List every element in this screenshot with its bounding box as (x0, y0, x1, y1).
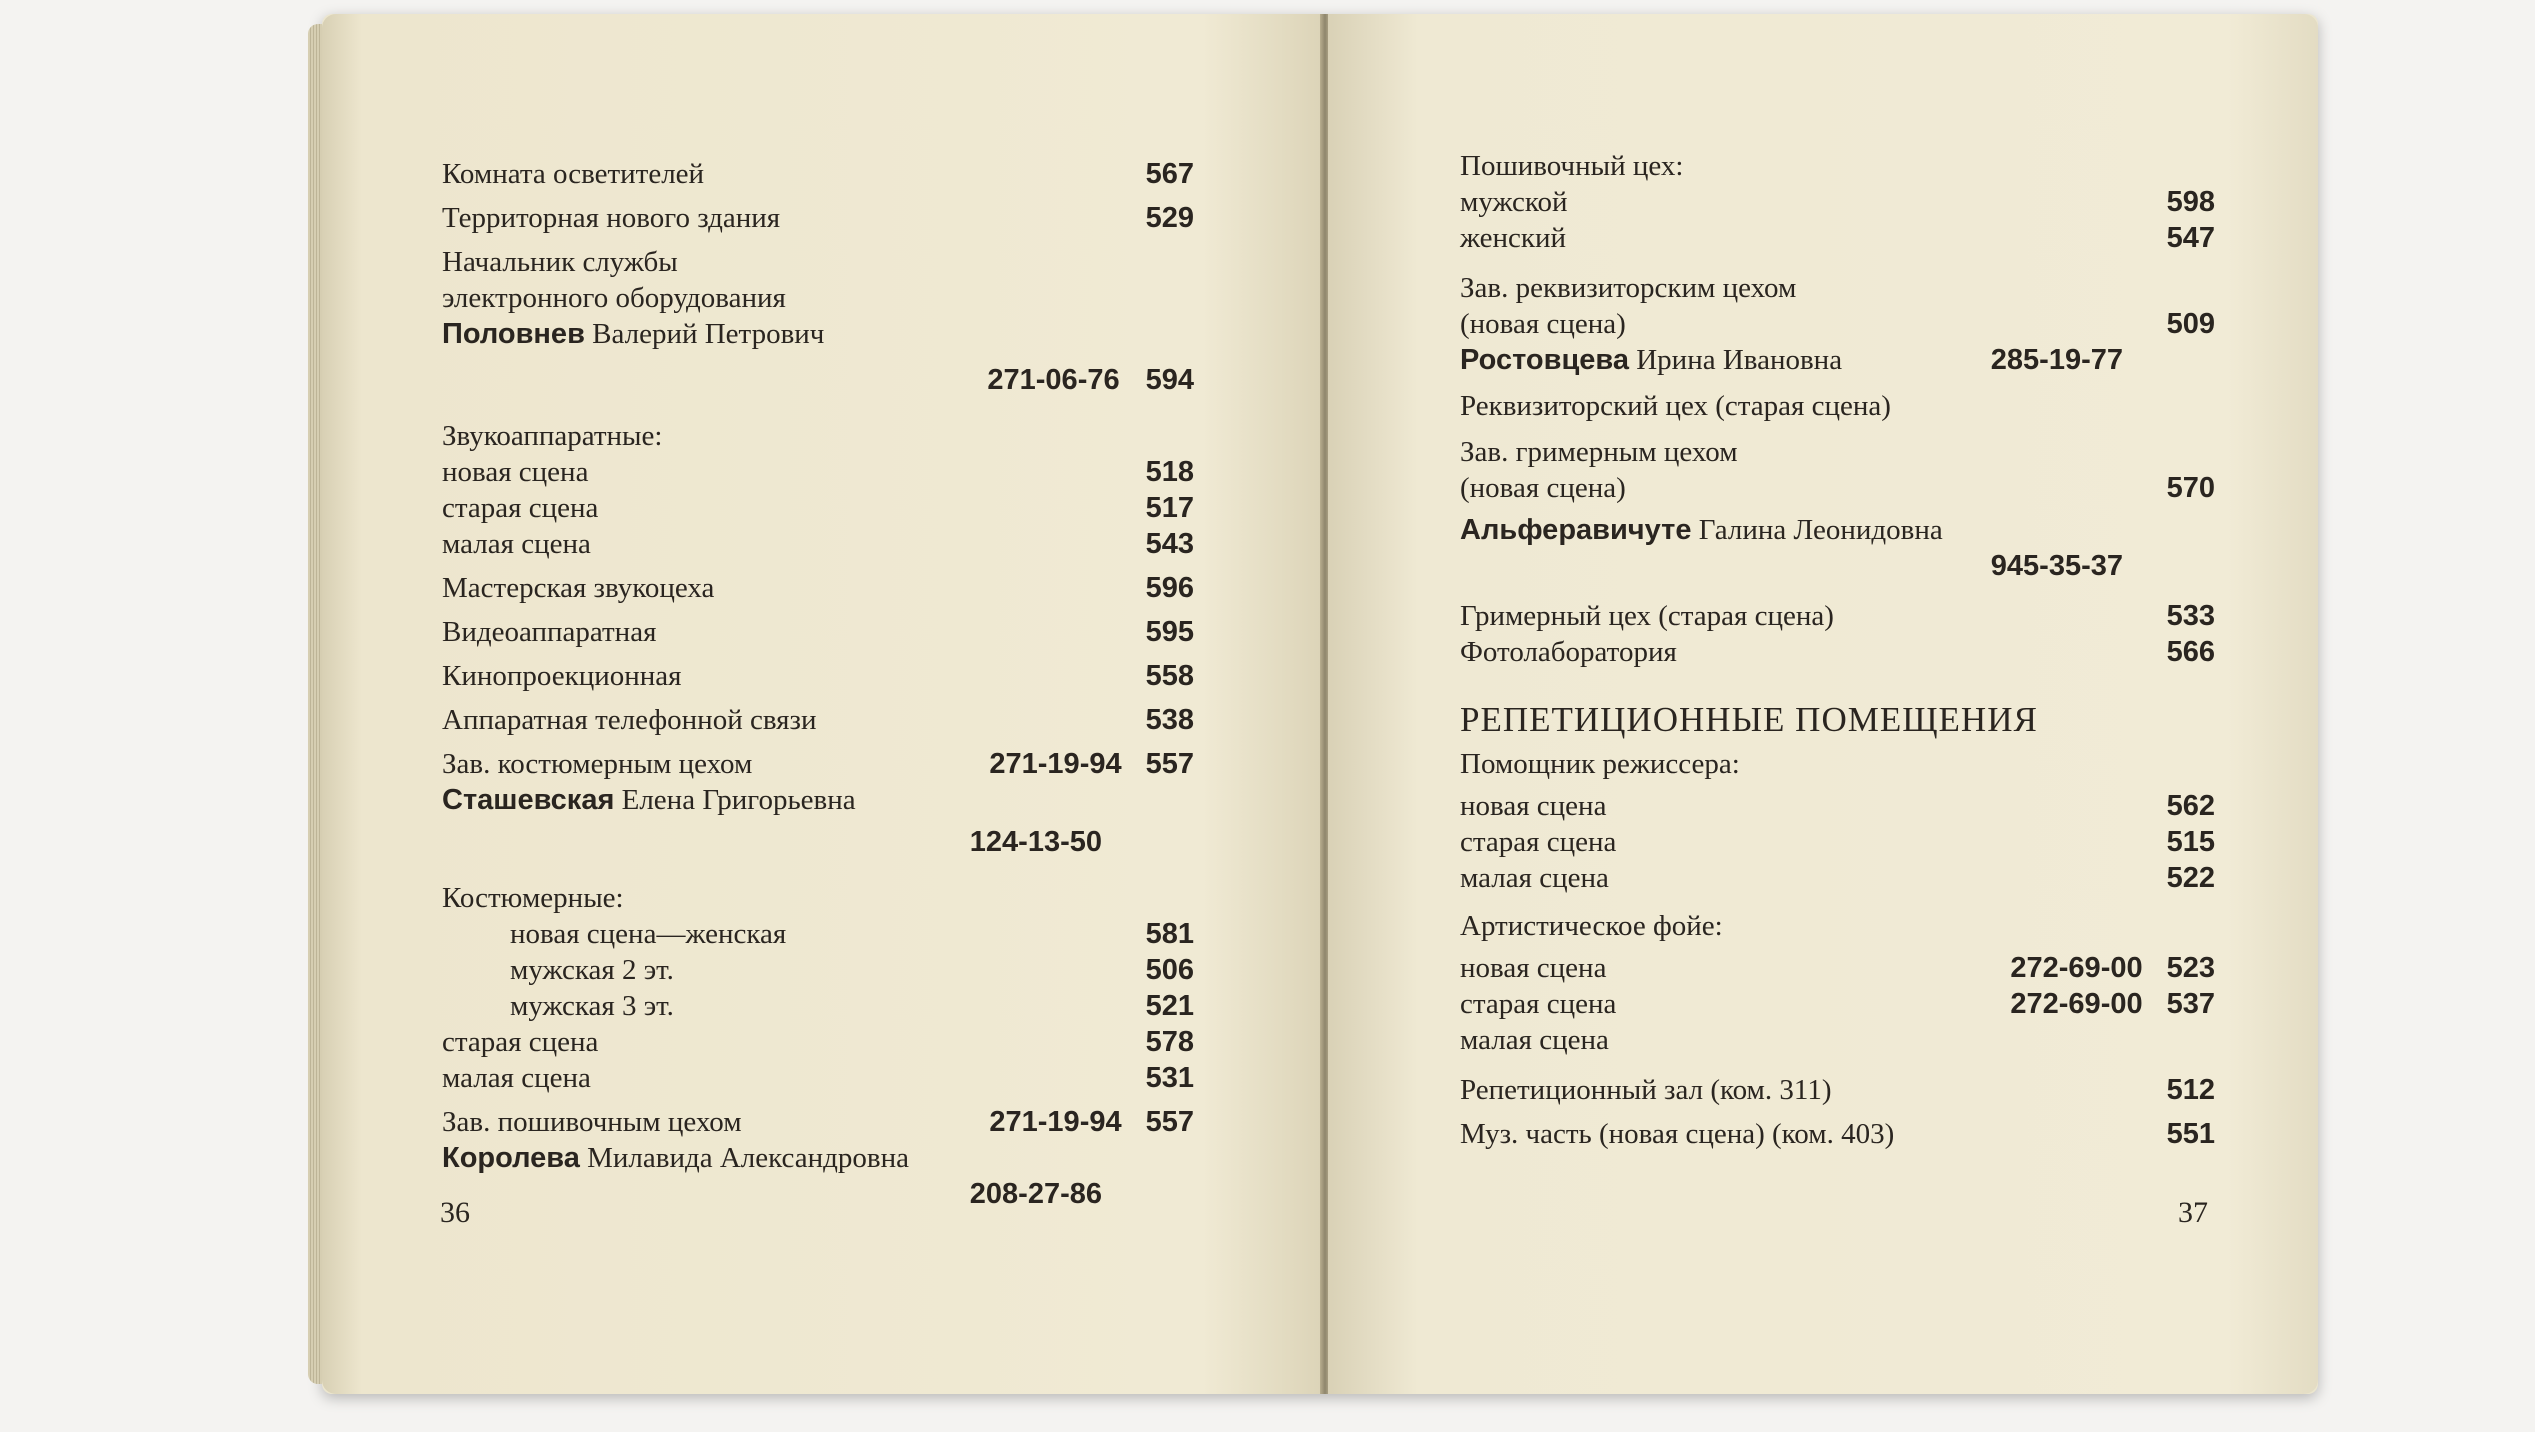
phone-number: 124-13-50 (969, 826, 1102, 858)
sewing-block (1460, 148, 2215, 256)
section-title: РЕПЕТИЦИОННЫЕ ПОМЕЩЕНИЯ (1460, 700, 2038, 739)
extension-number: 562 (2166, 790, 2215, 822)
extension-number: 506 (1145, 954, 1194, 986)
list-item (442, 490, 1194, 526)
entry-label: Реквизиторский цех (старая сцена) (1460, 390, 1891, 422)
entry-label: малая сцена (442, 528, 591, 560)
left-column (442, 148, 1194, 1212)
extension-number: 517 (1145, 492, 1194, 524)
person-name (1460, 512, 2215, 548)
entry-label: Аппаратная телефонной связи (442, 704, 817, 736)
extension-number: 522 (2166, 862, 2215, 894)
extension-number: 533 (2166, 600, 2215, 632)
list-item (442, 1024, 1194, 1060)
extension-number: 566 (2166, 636, 2215, 668)
list-item (1460, 824, 2215, 860)
entry-label: малая сцена (442, 1062, 591, 1094)
entry-label: Фотолаборатория (1460, 636, 1677, 668)
list-item (1460, 634, 2215, 670)
extension-number: 515 (2166, 826, 2215, 858)
list-item (442, 952, 1194, 988)
person-surname: Половнев (442, 318, 585, 350)
section-heading: Пошивочный цех: (1460, 150, 1684, 182)
entry-label: Территорная нового здания (442, 202, 781, 234)
person-given-name: Галина Леонидовна (1698, 514, 1943, 546)
list-item (442, 988, 1194, 1024)
phone-number: 208-27-86 (969, 1178, 1102, 1210)
extension-number: 518 (1145, 456, 1194, 488)
entry-label: (новая сцена) (1460, 472, 1626, 504)
extension-number: 538 (1145, 704, 1194, 736)
entry-label: малая сцена (1460, 1024, 1609, 1056)
phone-number: 272-69-00 (2010, 952, 2143, 984)
entry-label: Зав. реквизиторским цехом (1460, 272, 1797, 304)
phone-number: 271-06-76 (987, 364, 1120, 396)
extension-number: 570 (2166, 472, 2215, 504)
extension-number: 509 (2166, 308, 2215, 340)
extension-number: 523 (2166, 952, 2215, 984)
person-given-name: Ирина Ивановна (1636, 344, 1843, 376)
person-given-name: Елена Григорьевна (621, 784, 856, 816)
entry-label: Начальник службы (442, 246, 678, 278)
phone-number: 272-69-00 (2010, 988, 2143, 1020)
list-item (1460, 950, 2215, 986)
list-item (1460, 1116, 2215, 1152)
extension-number: 521 (1145, 990, 1194, 1022)
person-surname: Ростовцева (1460, 344, 1629, 376)
person-name (442, 1140, 1194, 1176)
page-number: 37 (2178, 1196, 2208, 1229)
entry-label: электронного оборудования (442, 282, 786, 314)
list-item (442, 156, 1194, 192)
list-item (1460, 220, 2215, 256)
list-item (442, 200, 1194, 236)
person-surname: Сташевская (442, 784, 615, 816)
entry-label: Зав. костюмерным цехом (442, 748, 753, 780)
extension-number: 529 (1145, 202, 1194, 234)
phone-number: 285-19-77 (1990, 344, 2123, 376)
page-edges (308, 24, 322, 1384)
entry-label: Видеоаппаратная (442, 616, 657, 648)
phone-number: 271-19-94 (989, 1106, 1122, 1138)
extension-number: 551 (2166, 1118, 2215, 1150)
list-item (442, 454, 1194, 490)
makeup-head-block (1460, 434, 2215, 584)
person-surname: Альферавичуте (1460, 514, 1692, 546)
extension-number: 557 (1145, 748, 1194, 780)
entry-label: новая сцена (442, 456, 589, 488)
list-item (442, 526, 1194, 562)
sound-block (442, 418, 1194, 562)
extension-number: 558 (1145, 660, 1194, 692)
right-page (1328, 14, 2318, 1394)
entry-label: новая сцена—женская (510, 918, 787, 950)
phone-number: 271-19-94 (989, 748, 1122, 780)
right-column (1460, 148, 2215, 1152)
extension-number: 557 (1145, 1106, 1194, 1138)
list-item (1460, 1072, 2215, 1108)
extension-number: 512 (2166, 1074, 2215, 1106)
person-name (442, 782, 1194, 818)
list-item (1460, 1022, 2215, 1058)
entry-label: Муз. часть (новая сцена) (ком. 403) (1460, 1118, 1895, 1150)
section-heading: Артистическое фойе: (1460, 910, 1723, 942)
list-item (442, 702, 1194, 738)
person-name (442, 316, 1194, 352)
props-head-block (1460, 270, 2215, 378)
extension-number: 581 (1145, 918, 1194, 950)
section-heading: Помощник режиссера: (1460, 748, 1740, 780)
extension-number: 543 (1145, 528, 1194, 560)
extension-number: 595 (1145, 616, 1194, 648)
extension-number: 547 (2166, 222, 2215, 254)
entry-label: мужская 2 эт. (510, 954, 674, 986)
entry-label: старая сцена (1460, 826, 1617, 858)
entry-label: Гримерный цех (старая сцена) (1460, 600, 1834, 632)
misc-block (1460, 598, 2215, 670)
entry-label: старая сцена (442, 1026, 599, 1058)
entry-label: старая сцена (442, 492, 599, 524)
entry-label: новая сцена (1460, 952, 1607, 984)
halls-block (1460, 1072, 2215, 1152)
person-surname: Королева (442, 1142, 580, 1174)
entry-label: новая сцена (1460, 790, 1607, 822)
electronics-block (442, 244, 1194, 398)
section-heading: Звукоаппаратные: (442, 420, 663, 452)
booklet (322, 14, 2318, 1394)
entry-label: Репетиционный зал (ком. 311) (1460, 1074, 1832, 1106)
costume-head-block (442, 746, 1194, 860)
list-item (442, 658, 1194, 694)
extension-number: 596 (1145, 572, 1194, 604)
entry-label: старая сцена (1460, 988, 1617, 1020)
page-number: 36 (440, 1196, 470, 1229)
extension-number: 594 (1145, 364, 1194, 396)
person-given-name: Валерий Петрович (592, 318, 825, 350)
extension-number: 578 (1145, 1026, 1194, 1058)
person-given-name: Милавида Александровна (587, 1142, 909, 1174)
costume-block (442, 880, 1194, 1096)
list-item (442, 614, 1194, 650)
person-name (1460, 342, 2215, 378)
list-item (1460, 860, 2215, 896)
extension-number: 567 (1145, 158, 1194, 190)
entry-label: Зав. гримерным цехом (1460, 436, 1738, 468)
entry-label: мужская 3 эт. (510, 990, 674, 1022)
entry-label: мужской (1460, 186, 1568, 218)
extension-number: 537 (2166, 988, 2215, 1020)
section-heading: Костюмерные: (442, 882, 624, 914)
foyer-block (1460, 908, 2215, 1058)
assistant-block (1460, 746, 2215, 896)
list-item (1460, 788, 2215, 824)
phone-number: 945-35-37 (1990, 550, 2123, 582)
entry-label: Мастерская звукоцеха (442, 572, 715, 604)
entry-label: малая сцена (1460, 862, 1609, 894)
sewing-head-block (442, 1104, 1194, 1212)
entry-label: (новая сцена) (1460, 308, 1626, 340)
extension-number: 531 (1145, 1062, 1194, 1094)
left-page (322, 14, 1322, 1394)
entry-label: Комната осветителей (442, 158, 705, 190)
list-item (1460, 598, 2215, 634)
entry-label: женский (1460, 222, 1567, 254)
list-item (442, 570, 1194, 606)
extension-number: 598 (2166, 186, 2215, 218)
list-item (1460, 184, 2215, 220)
entry-label: Кинопроекционная (442, 660, 682, 692)
list-item (1460, 986, 2215, 1022)
list-item (442, 1060, 1194, 1096)
list-item (1460, 388, 2215, 424)
entry-label: Зав. пошивочным цехом (442, 1106, 742, 1138)
list-item (442, 916, 1194, 952)
